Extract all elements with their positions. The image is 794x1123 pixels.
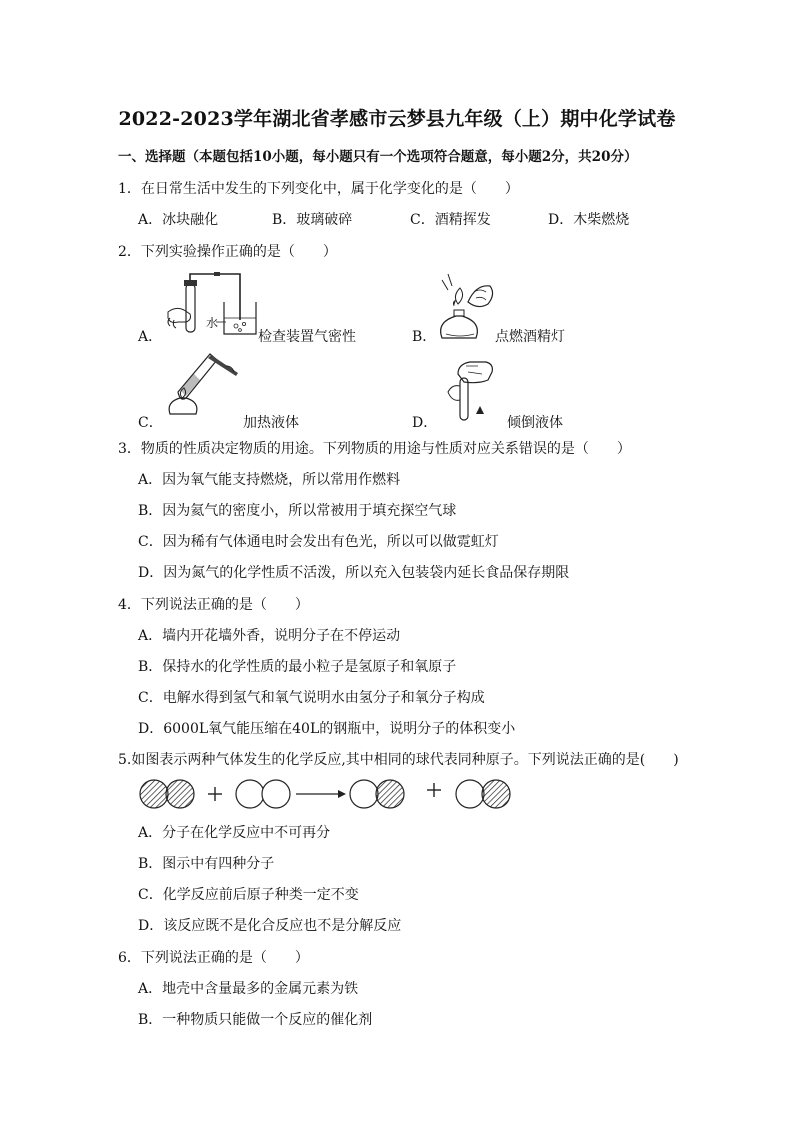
question-2-option-c-letter: C．: [138, 415, 163, 431]
water-label: 水: [206, 316, 219, 330]
question-6-stem: 6．下列说法正确的是（ ）: [118, 950, 309, 966]
question-2-option-d-caption: 倾倒液体: [507, 415, 563, 431]
question-2-option-a-caption: 检查装置气密性: [258, 329, 356, 345]
question-2-option-c-caption: 加热液体: [243, 415, 299, 431]
question-5-option-a: A．分子在化学反应中不可再分: [138, 825, 331, 841]
question-1-stem: 1．在日常生活中发生的下列变化中，属于化学变化的是（ ）: [118, 181, 519, 197]
question-6-option-a: A．地壳中含量最多的金属元素为铁: [138, 981, 359, 997]
question-6-option-b: B．一种物质只能做一个反应的催化剂: [138, 1012, 373, 1028]
question-2-option-a-letter: A．: [138, 329, 163, 345]
question-4-option-c: C．电解水得到氢气和氧气说明水由氢分子和氧分子构成: [138, 690, 485, 706]
question-4-option-d: D．6000L氧气能压缩在40L的钢瓶中，说明分子的体积变小: [138, 721, 516, 737]
question-4-stem: 4．下列说法正确的是（ ）: [118, 597, 309, 613]
question-3-option-b: B．因为氦气的密度小，所以常被用于填充探空气球: [138, 503, 457, 519]
light-alcohol-lamp-figure: [434, 272, 496, 342]
question-3-option-d: D．因为氮气的化学性质不活泼，所以充入包装袋内延长食品保存期限: [138, 565, 570, 581]
reaction-molecule-diagram: [136, 776, 516, 812]
question-2-option-d-letter: D．: [412, 415, 438, 431]
section-heading: 一、选择题（本题包括10小题，每小题只有一个选项符合题意，每小题2分，共20分）: [118, 149, 638, 165]
question-1-option-b: B．玻璃破碎: [272, 212, 353, 228]
question-3-stem: 3．物质的性质决定物质的用途。下列物质的用途与性质对应关系错误的是（ ）: [118, 441, 631, 457]
question-3-option-a: A．因为氧气能支持燃烧，所以常用作燃料: [138, 472, 401, 488]
question-2-option-b-caption: 点燃酒精灯: [495, 329, 565, 345]
question-3-option-c: C．因为稀有气体通电时会发出有色光，所以可以做霓虹灯: [138, 534, 499, 550]
question-1-option-d: D．木柴燃烧: [548, 212, 630, 228]
question-2-stem: 2．下列实验操作正确的是（ ）: [118, 244, 337, 260]
question-4-option-b: B．保持水的化学性质的最小粒子是氢原子和氧原子: [138, 659, 457, 675]
question-5-option-d: D．该反应既不是化合反应也不是分解反应: [138, 918, 402, 934]
question-1-option-c: C．酒精挥发: [410, 212, 491, 228]
question-5-option-b: B．图示中有四种分子: [138, 856, 275, 872]
question-2-option-b-letter: B．: [412, 329, 437, 345]
exam-title: 2022-2023学年湖北省孝感市云梦县九年级（上）期中化学试卷: [118, 108, 676, 130]
pouring-liquid-figure: [446, 356, 496, 424]
question-4-option-a: A．墙内开花墙外香，说明分子在不停运动: [138, 628, 401, 644]
question-5-option-c: C．化学反应前后原子种类一定不变: [138, 887, 359, 903]
heating-liquid-figure: [164, 346, 244, 416]
question-5-stem: 5.如图表示两种气体发生的化学反应,其中相同的球代表同种原子。下列说法正确的是( ): [118, 752, 679, 768]
question-1-option-a: A．冰块融化: [138, 212, 219, 228]
